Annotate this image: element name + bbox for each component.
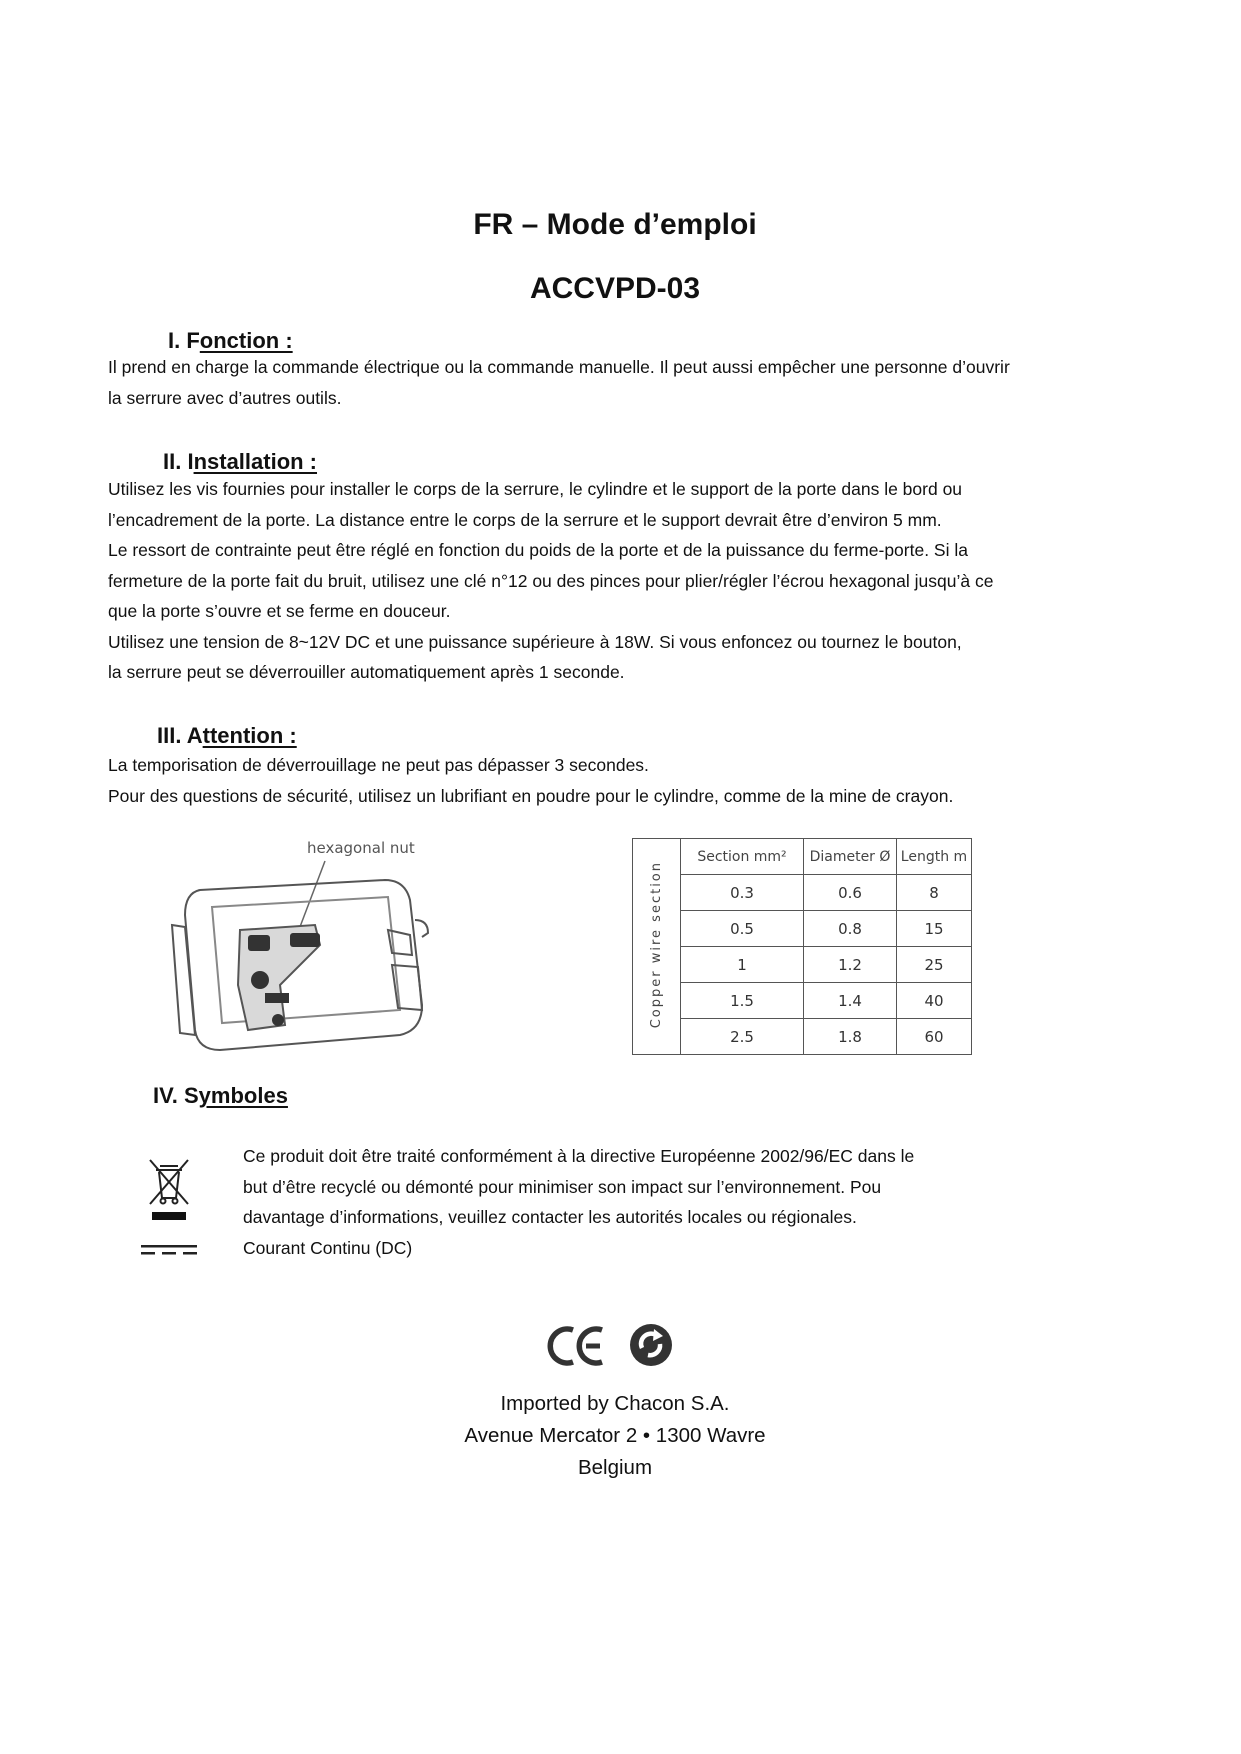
text-line: but d’être recyclé ou démonté pour minimiser son impact sur l’environnement. Pou [243,1176,882,1197]
table-cell: 0.8 [804,911,897,947]
section-attention-heading [157,723,297,749]
table-row [633,911,972,947]
importer-country: Belgium [577,1456,653,1479]
section-fonction-heading [168,328,293,354]
text-line: Utilisez les vis fournies pour installer le corps de la serrure, le cylindre et le support de la porte dans le bord ou [108,479,963,499]
text-line: Le ressort de contrainte peut être réglé en fonction du poids de la porte et de la puissance du ferme-porte. Si la [108,540,968,560]
text-line: que la porte s’ouvre et se ferme en douceur. [108,601,451,621]
section-number: II. I [163,449,194,474]
text-line: la serrure avec d’autres outils. [108,387,342,408]
table-cell: 0.6 [804,875,897,911]
crossed-out-wheelie-bin-icon [148,1158,190,1222]
text-line: la serrure peut se déverrouiller automatiquement après 1 seconde. [108,662,625,682]
text-line: davantage d’informations, veuillez contacter les autorités locales ou régionales. [243,1207,857,1227]
section-number: III. A [157,723,203,748]
table-cell: 60 [897,1019,972,1055]
section-title: onction : [199,328,293,353]
table-cell: 8 [897,875,972,911]
section-title: ymboles [198,1083,288,1108]
table-row [633,1019,972,1055]
importer-name: Imported by Chacon S.A. [500,1392,730,1415]
text-line: Ce produit doit être traité conformément à la directive Européenne 2002/96/EC dans le [243,1146,915,1166]
hexagonal-nut-label: hexagonal nut [307,839,415,857]
dc-text: Courant Continu (DC) [243,1238,413,1258]
table-cell: 1.8 [804,1019,897,1055]
column-header: Diameter Ø [804,839,897,875]
copper-wire-table [632,838,972,1055]
text-line: Utilisez une tension de 8~12V DC et une puissance supérieure à 18W. Si vous enfoncez ou tournez le bouton, [108,631,962,652]
column-header: Section mm² [681,839,804,875]
text-line: l’encadrement de la porte. La distance entre le corps de la serrure et le support devrait être d’environ 5 mm. [108,509,942,530]
section-title: nstallation : [193,449,318,474]
table-header-row [633,839,972,875]
table-row [633,983,972,1019]
copper-wire-label: Copper wire section [649,860,664,1029]
copper-wire-table-wrapper [632,838,972,1055]
lock-drawing [160,835,460,1080]
section-installation-body [108,474,1120,688]
section-fonction-body [108,352,1133,413]
ce-mark-icon [546,1324,608,1368]
section-number: I. F [168,328,200,353]
table-cell: 0.3 [681,875,804,911]
table-cell: 1.5 [681,983,804,1019]
lock-illustration [160,835,460,1080]
table-cell: 25 [897,947,972,983]
section-number: IV. S [153,1083,199,1108]
recycle-arrow-icon [628,1322,674,1368]
side-label-cell [633,839,681,1055]
page-title: FR – Mode d’emploi [473,208,757,241]
text-line: fermeture de la porte fait du bruit, utilisez une clé n°12 ou des pinces pour plier/régler l’écrou hexagonal jusqu’à ce [108,570,994,591]
section-symboles-heading [153,1083,288,1109]
table-cell: 1.2 [804,947,897,983]
table-cell: 15 [897,911,972,947]
table-row [633,947,972,983]
text-line: Il prend en charge la commande électrique ou la commande manuelle. Il peut aussi empêcher une personne d’ouvrir [108,357,1010,377]
model-number: ACCVPD-03 [529,272,701,305]
importer-block [0,1388,1230,1484]
table-cell: 2.5 [681,1019,804,1055]
table-cell: 1.4 [804,983,897,1019]
direct-current-icon [140,1243,200,1257]
text-line: Pour des questions de sécurité, utilisez un lubrifiant en poudre pour le cylindre, comme de la mine de crayon. [108,785,954,806]
importer-address: Avenue Mercator 2 • 1300 Wavre [464,1424,766,1447]
weee-text [243,1141,1024,1233]
section-attention-body [108,750,1138,811]
section-installation-heading [163,449,317,475]
column-header: Length m [897,839,972,875]
text-line: La temporisation de déverrouillage ne peut pas dépasser 3 secondes. [108,755,649,775]
table-cell: 40 [897,983,972,1019]
table-cell: 1 [681,947,804,983]
section-title: ttention : [202,723,297,748]
table-row [633,875,972,911]
table-cell: 0.5 [681,911,804,947]
